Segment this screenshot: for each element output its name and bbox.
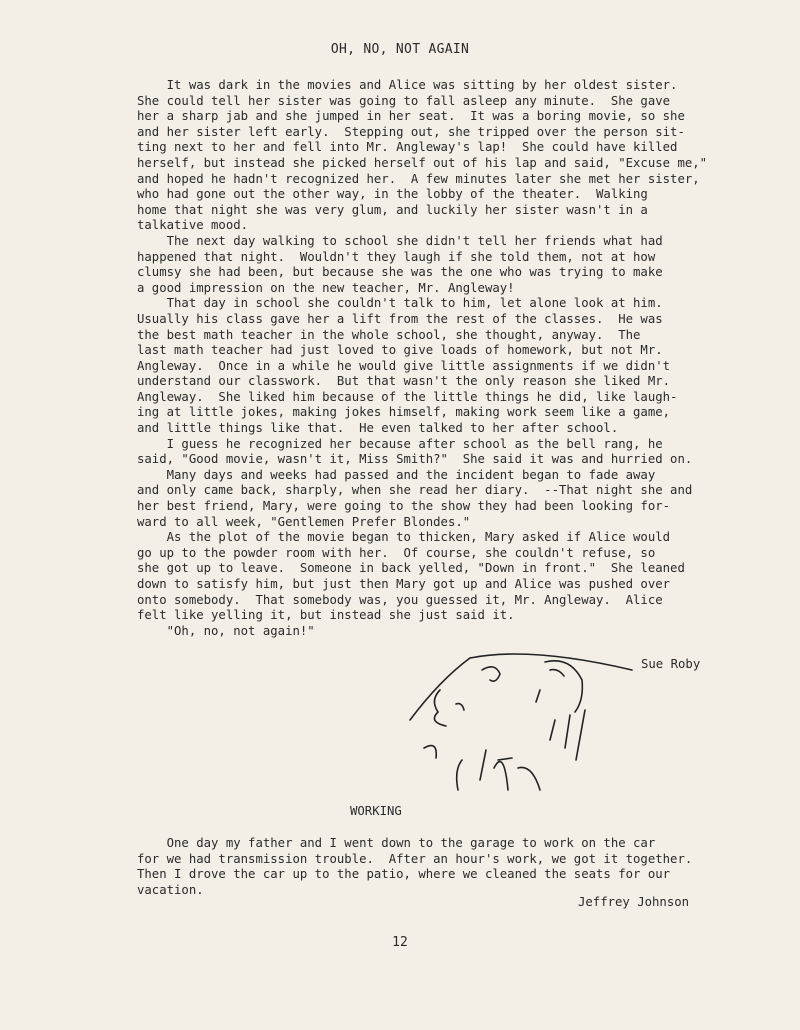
text-line: and her sister left early. Stepping out, she tripped over the person sit- [137, 124, 685, 139]
text-line: her best friend, Mary, were going to the show they had been looking for- [137, 499, 671, 514]
story-author: Sue Roby [641, 657, 701, 671]
text-line: the best math teacher in the whole school, she thought, anyway. The [137, 327, 641, 342]
text-line: vacation. [137, 882, 204, 897]
text-line: a good impression on the new teacher, Mr. Angleway! [137, 280, 515, 295]
section-title: WORKING [350, 804, 402, 818]
text-line: Then I drove the car up to the patio, where we cleaned the seats for our [137, 867, 671, 882]
text-line: and hoped he hadn't recognized her. A few minutes later she met her sister, [137, 171, 700, 186]
text-line: herself, but instead she picked herself out of his lap and said, "Excuse me," [137, 155, 708, 170]
text-line: onto somebody. That somebody was, you guessed it, Mr. Angleway. Alice [137, 592, 663, 607]
text-line: Many days and weeks had passed and the incident began to fade away [137, 467, 656, 482]
text-line: ward to all week, "Gentlemen Prefer Blondes." [137, 514, 471, 529]
story-title: OH, NO, NOT AGAIN [330, 42, 470, 57]
text-line: ing at little jokes, making jokes himself, making work seem like a game, [137, 405, 671, 420]
text-line: It was dark in the movies and Alice was sitting by her oldest sister. [137, 78, 678, 92]
text-line: for we had transmission trouble. After an hour's work, we got it together. [137, 851, 693, 866]
text-line: That day in school she couldn't talk to him, let alone look at him. [137, 296, 663, 311]
text-line: talkative mood. [137, 218, 249, 233]
text-line: Angleway. Once in a while he would give little assignments if we didn't [137, 358, 671, 373]
hand-drawn-sketch [400, 640, 640, 810]
section-body [137, 836, 737, 898]
text-line: happened that night. Wouldn't they laugh if she told them, not at how [137, 249, 656, 264]
text-line: clumsy she had been, but because she was the one who was trying to make [137, 265, 663, 280]
text-line: and little things like that. He even talked to her after school. [137, 421, 619, 436]
text-line: ting next to her and fell into Mr. Angleway's lap! She could have killed [137, 140, 678, 155]
text-line: "Oh, no, not again!" [137, 623, 315, 638]
text-line: she got up to leave. Someone in back yelled, "Down in front." She leaned [137, 561, 685, 576]
text-line: and only came back, sharply, when she read her diary. --That night she and [137, 483, 693, 498]
page-number: 12 [392, 935, 408, 950]
text-line: Usually his class gave her a lift from the rest of the classes. He was [137, 311, 663, 326]
text-line: felt like yelling it, but instead she just said it. [137, 608, 515, 623]
text-line: her a sharp jab and she jumped in her seat. It was a boring movie, so she [137, 109, 685, 124]
text-line: said, "Good movie, wasn't it, Miss Smith?" She said it was and hurried on. [137, 452, 693, 467]
text-line: home that night she was very glum, and luckily her sister wasn't in a [137, 202, 648, 217]
text-line: The next day walking to school she didn't tell her friends what had [137, 233, 663, 248]
text-line: last math teacher had just loved to give loads of homework, but not Mr. [137, 343, 663, 358]
text-line: I guess he recognized her because after school as the bell rang, he [137, 436, 663, 451]
story-body [137, 78, 737, 639]
text-line: who had gone out the other way, in the lobby of the theater. Walking [137, 187, 648, 202]
text-line: understand our classwork. But that wasn't the only reason she liked Mr. [137, 374, 671, 389]
section-author: Jeffrey Johnson [578, 895, 690, 909]
text-line: She could tell her sister was going to fall asleep any minute. She gave [137, 93, 671, 108]
text-line: Angleway. She liked him because of the little things he did, like laugh- [137, 389, 678, 404]
text-line: As the plot of the movie began to thicken, Mary asked if Alice would [137, 530, 671, 545]
text-line: down to satisfy him, but just then Mary got up and Alice was pushed over [137, 577, 671, 591]
text-line: One day my father and I went down to the garage to work on the car [137, 836, 656, 850]
text-line: go up to the powder room with her. Of course, she couldn't refuse, so [137, 545, 656, 560]
